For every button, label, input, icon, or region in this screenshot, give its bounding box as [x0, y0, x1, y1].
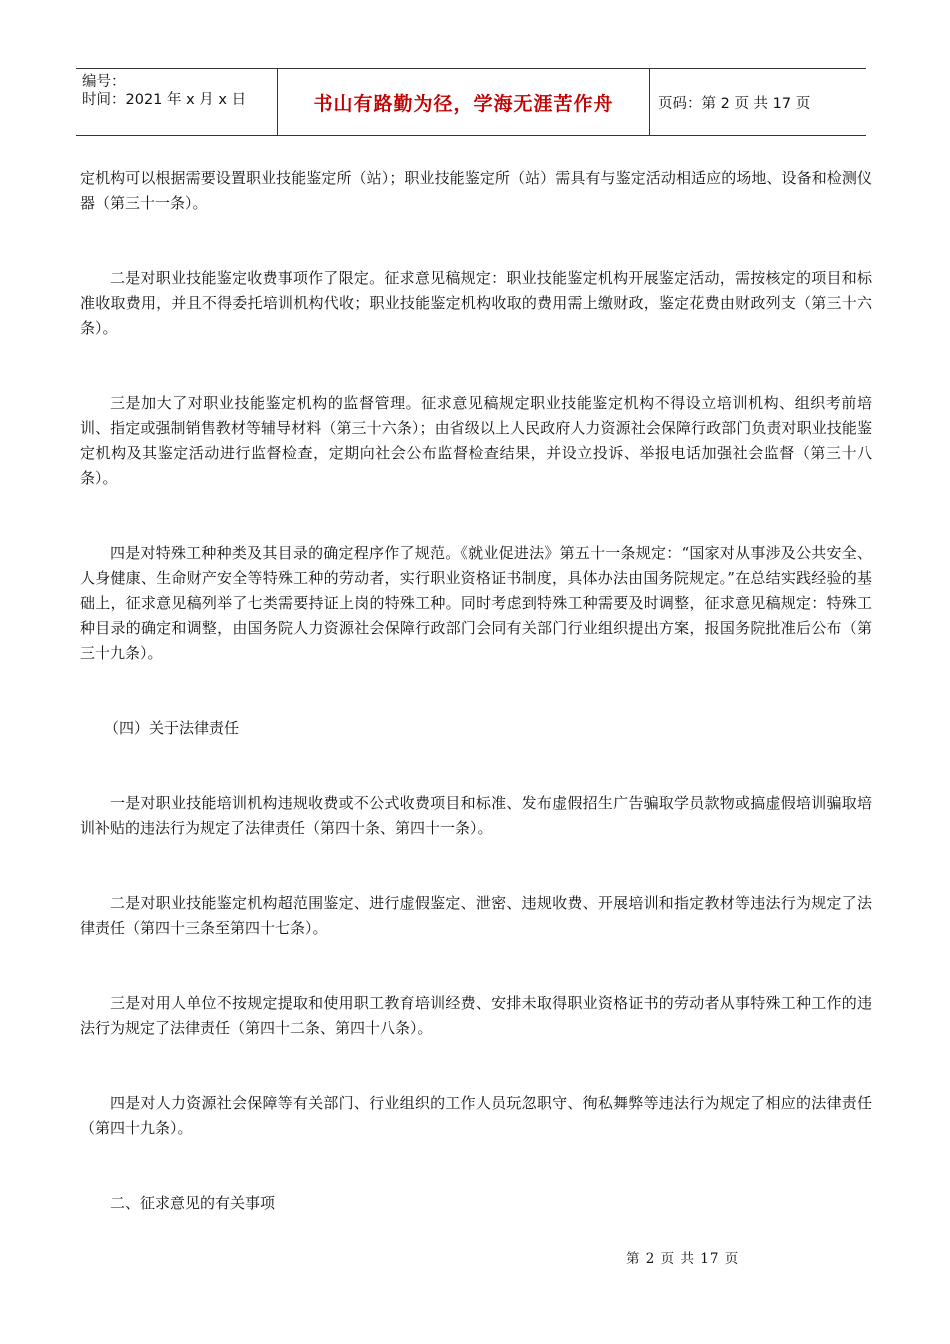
paragraph-0: 定机构可以根据需要设置职业技能鉴定所（站）；职业技能鉴定所（站）需具有与鉴定活动相适应的场地、设备和检测仪器（第三十一条）。 [80, 169, 872, 212]
header-page-info: 页码：第 2 页 共 17 页 [658, 95, 811, 112]
paragraph-2: 三是加大了对职业技能鉴定机构的监督管理。征求意见稿规定职业技能鉴定机构不得设立培训机构、组织考前培训、指定或强制销售教材等辅导材料（第三十六条）；由省级以上人民政府人力资源社会保障行政部门负责对职业技能鉴定机构及其鉴定活动进行监督检查，定期向社会公布监督检查结果，并设立投诉、举报电话加强社会监督（第三十八条）。 [80, 394, 872, 487]
paragraph-7: 三是对用人单位不按规定提取和使用职工教育培训经费、安排未取得职业资格证书的劳动者从事特殊工种工作的违法行为规定了法律责任（第四十二条、第四十八条）。 [80, 994, 872, 1037]
header-motto: 书山有路勤为径，学海无涯苦作舟 [313, 92, 614, 115]
page-footer: 第 2 页 共 17 页 [626, 1251, 740, 1267]
page-header [76, 68, 866, 136]
header-motto-cell [278, 69, 650, 135]
paragraph-8: 四是对人力资源社会保障等有关部门、行业组织的工作人员玩忽职守、徇私舞弊等违法行为规定了相应的法律责任（第四十九条）。 [80, 1094, 872, 1137]
paragraph-1: 二是对职业技能鉴定收费事项作了限定。征求意见稿规定：职业技能鉴定机构开展鉴定活动，需按核定的项目和标准收取费用，并且不得委托培训机构代收；职业技能鉴定机构收取的费用需上缴财政，鉴定花费由财政列支（第三十六条）。 [80, 269, 872, 337]
header-page-cell [650, 69, 866, 135]
paragraph-6: 二是对职业技能鉴定机构超范围鉴定、进行虚假鉴定、泄密、违规收费、开展培训和指定教材等违法行为规定了法律责任（第四十三条至第四十七条）。 [80, 894, 872, 937]
paragraph-5: 一是对职业技能培训机构违规收费或不公式收费项目和标准、发布虚假招生广告骗取学员款物或搞虚假培训骗取培训补贴的违法行为规定了法律责任（第四十条、第四十一条）。 [80, 794, 872, 837]
document-body [80, 166, 872, 1266]
header-meta-cell [76, 69, 278, 135]
paragraph-3: 四是对特殊工种种类及其目录的确定程序作了规范。《就业促进法》第五十一条规定：“国家对从事涉及公共安全、人身健康、生命财产安全等特殊工种的劳动者，实行职业资格证书制度，具体办法由国务院规定。”在总结实践经验的基础上，征求意见稿列举了七类需要持证上岗的特殊工种。同时考虑到特殊工种需要及时调整，征求意见稿规定：特殊工种目录的确定和调整，由国务院人力资源社会保障行政部门会同有关部门行业组织提出方案，报国务院批准后公布（第三十九条）。 [80, 544, 872, 662]
section-heading-legal-liability: （四）关于法律责任 [104, 719, 240, 737]
document-date: 时间：2021 年 x 月 x 日 [82, 92, 247, 108]
section-heading-consultation: 二、征求意见的有关事项 [110, 1194, 276, 1212]
document-number-label: 编号： [82, 74, 126, 90]
